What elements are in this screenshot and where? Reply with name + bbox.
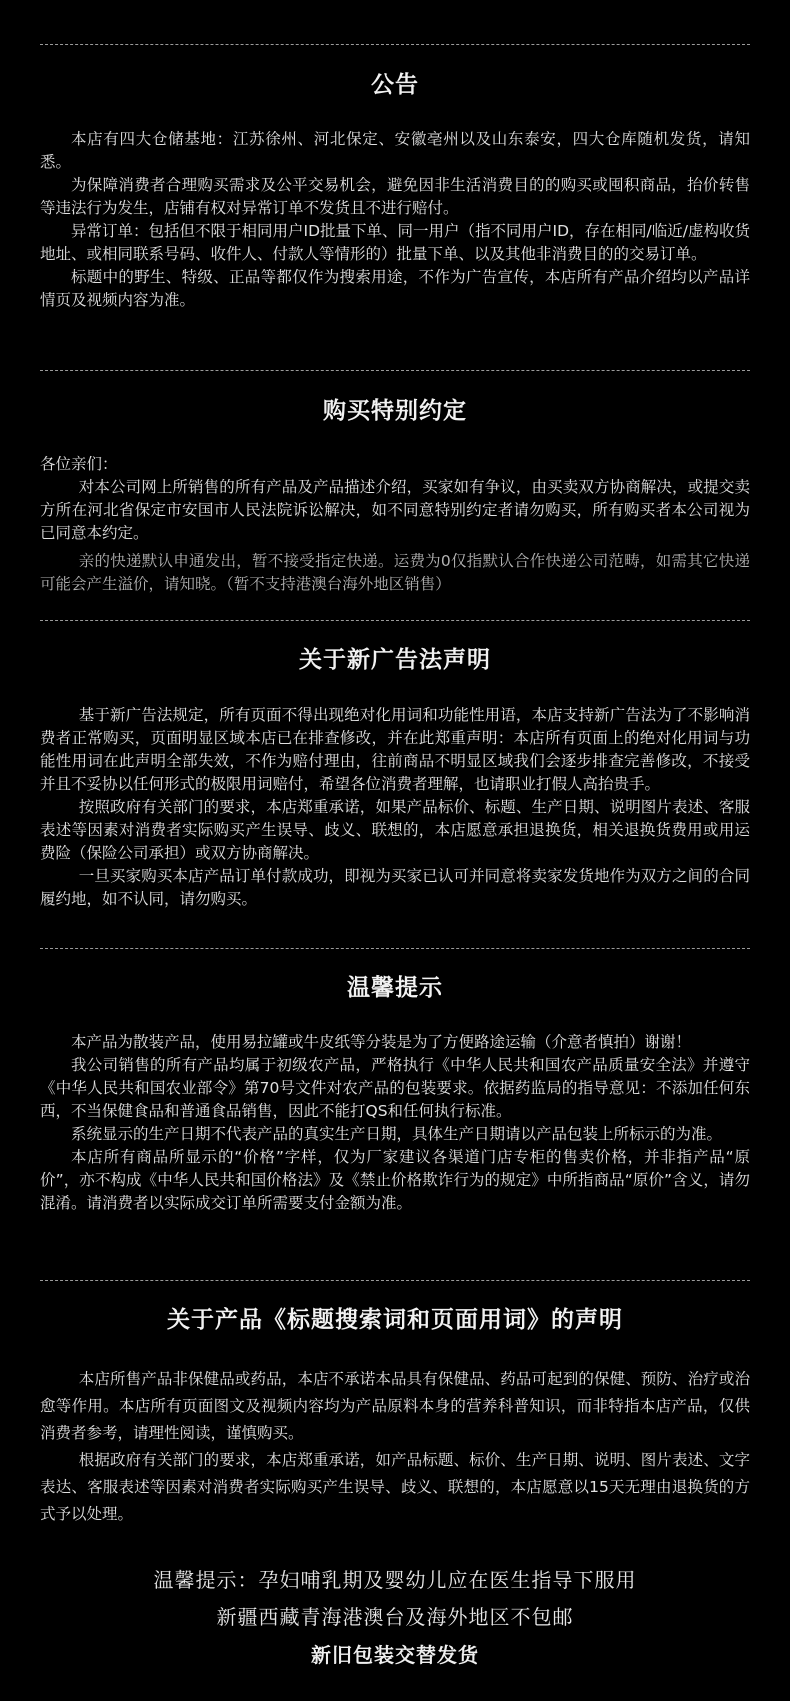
notice-title: 公告 xyxy=(371,72,419,98)
warm-tips-paragraph: 本产品为散装产品，使用易拉罐或牛皮纸等分装是为了方便路途运输（介意者慎拍）谢谢！ xyxy=(71,1033,692,1051)
ad-law-title: 关于新广告法声明 xyxy=(299,647,491,673)
footer-tip-shipping: 新疆西藏青海港澳台及海外地区不包邮 xyxy=(216,1605,574,1629)
agreement-title: 购买特别约定 xyxy=(323,398,467,424)
ad-law-paragraph: 一旦买家购买本店产品订单付款成功，即视为买家已认可并同意将卖家发货地作为双方之间的合同履约地，如不认同，请勿购买。 xyxy=(40,867,750,908)
agreement-paragraph: 对本公司网上所销售的所有产品及产品描述介绍，买家如有争议，由买卖双方协商解决，或提交卖方所在河北省保定市安国市人民法院诉讼解决，如不同意特别约定者请勿购买，所有购买者本公司视为已同意本约定。 xyxy=(40,478,750,542)
ad-law-paragraph: 基于新广告法规定，所有页面不得出现绝对化用词和功能性用语，本店支持新广告法为了不影响消费者正常购买，页面明显区域本店已在排查修改，并在此郑重声明：本店所有页面上的绝对化用词与功能性用词在此声明全部失效，不作为赔付理由，往前商品不明显区域我们会逐步排查完善修改，不接受并且不妥协以任何形式的极限用词赔付，希望各位消费者理解，也请职业打假人高抬贵手。 xyxy=(40,706,750,793)
section-divider xyxy=(40,370,750,371)
warm-tips-paragraph: 我公司销售的所有产品均属于初级农产品，严格执行《中华人民共和国农产品质量安全法》并遵守《中华人民共和国农业部令》第70号文件对农产品的包装要求。依据药监局的指导意见：不添加任何东西，不当保健食品和普通食品销售，因此不能打QS和任何执行标准。 xyxy=(40,1056,750,1120)
footer-tip-medical: 温馨提示：孕妇哺乳期及婴幼儿应在医生指导下服用 xyxy=(153,1568,637,1592)
section-divider xyxy=(40,1280,750,1281)
footer-tip-packaging: 新旧包装交替发货 xyxy=(311,1643,479,1667)
shipping-note: 亲的快递默认申通发出，暂不接受指定快递。运费为0仅指默认合作快递公司范畴，如需其它快递可能会产生溢价，请知晓。（暂不支持港澳台海外地区销售） xyxy=(40,552,750,593)
agreement-body xyxy=(40,453,750,596)
ad-law-paragraph: 按照政府有关部门的要求，本店郑重承诺，如果产品标价、标题、生产日期、说明图片表述、客服表述等因素对消费者实际购买产生误导、歧义、联想的，本店愿意承担退换货，相关退换货费用或用运费险（保险公司承担）或双方协商解决。 xyxy=(40,798,750,862)
notice-paragraph: 为保障消费者合理购买需求及公平交易机会，避免因非生活消费目的的购买或囤积商品，抬价转售等违法行为发生，店铺有权对异常订单不发货且不进行赔付。 xyxy=(40,176,750,217)
agreement-greeting: 各位亲们： xyxy=(40,455,118,473)
ad-law-body xyxy=(40,704,750,911)
section-divider xyxy=(40,948,750,949)
title-terms-body xyxy=(40,1366,750,1528)
title-terms-paragraph: 本店所售产品非保健品或药品，本店不承诺本品具有保健品、药品可起到的保健、预防、治疗或治愈等作用。本店所有页面图文及视频内容均为产品原料本身的营养科普知识，而非特指本店产品，仅供消费者参考，请理性阅读，谨慎购买。 xyxy=(40,1370,750,1442)
title-terms-title: 关于产品《标题搜索词和页面用词》的声明 xyxy=(167,1307,623,1333)
notice-paragraph: 异常订单：包括但不限于相同用户ID批量下单、同一用户（指不同用户ID，存在相同/临近/虚构收货地址、或相同联系号码、收件人、付款人等情形的）批量下单、以及其他非消费目的的交易订单。 xyxy=(40,222,750,263)
notice-paragraph: 本店有四大仓储基地：江苏徐州、河北保定、安徽亳州以及山东泰安，四大仓库随机发货，请知悉。 xyxy=(40,130,750,171)
warm-tips-title: 温馨提示 xyxy=(347,975,443,1001)
warm-tips-body xyxy=(40,1031,750,1215)
title-terms-paragraph: 根据政府有关部门的要求，本店郑重承诺，如产品标题、标价、生产日期、说明、图片表述、文字表达、客服表述等因素对消费者实际购买产生误导、歧义、联想的，本店愿意以15天无理由退换货的方式予以处理。 xyxy=(40,1451,750,1523)
notice-body xyxy=(40,128,750,312)
warm-tips-paragraph: 本店所有商品所显示的“价格”字样，仅为厂家建议各渠道门店专柜的售卖价格，并非指产品“原价”，亦不构成《中华人民共和国价格法》及《禁止价格欺诈行为的规定》中所指商品“原价”含义，请勿混淆。请消费者以实际成交订单所需要支付金额为准。 xyxy=(40,1148,750,1212)
warm-tips-paragraph: 系统显示的生产日期不代表产品的真实生产日期，具体生产日期请以产品包装上所标示的为准。 xyxy=(71,1125,723,1143)
section-divider xyxy=(40,44,750,45)
section-divider xyxy=(40,620,750,621)
notice-paragraph: 标题中的野生、特级、正品等都仅作为搜索用途，不作为广告宣传，本店所有产品介绍均以产品详情页及视频内容为准。 xyxy=(40,268,750,309)
